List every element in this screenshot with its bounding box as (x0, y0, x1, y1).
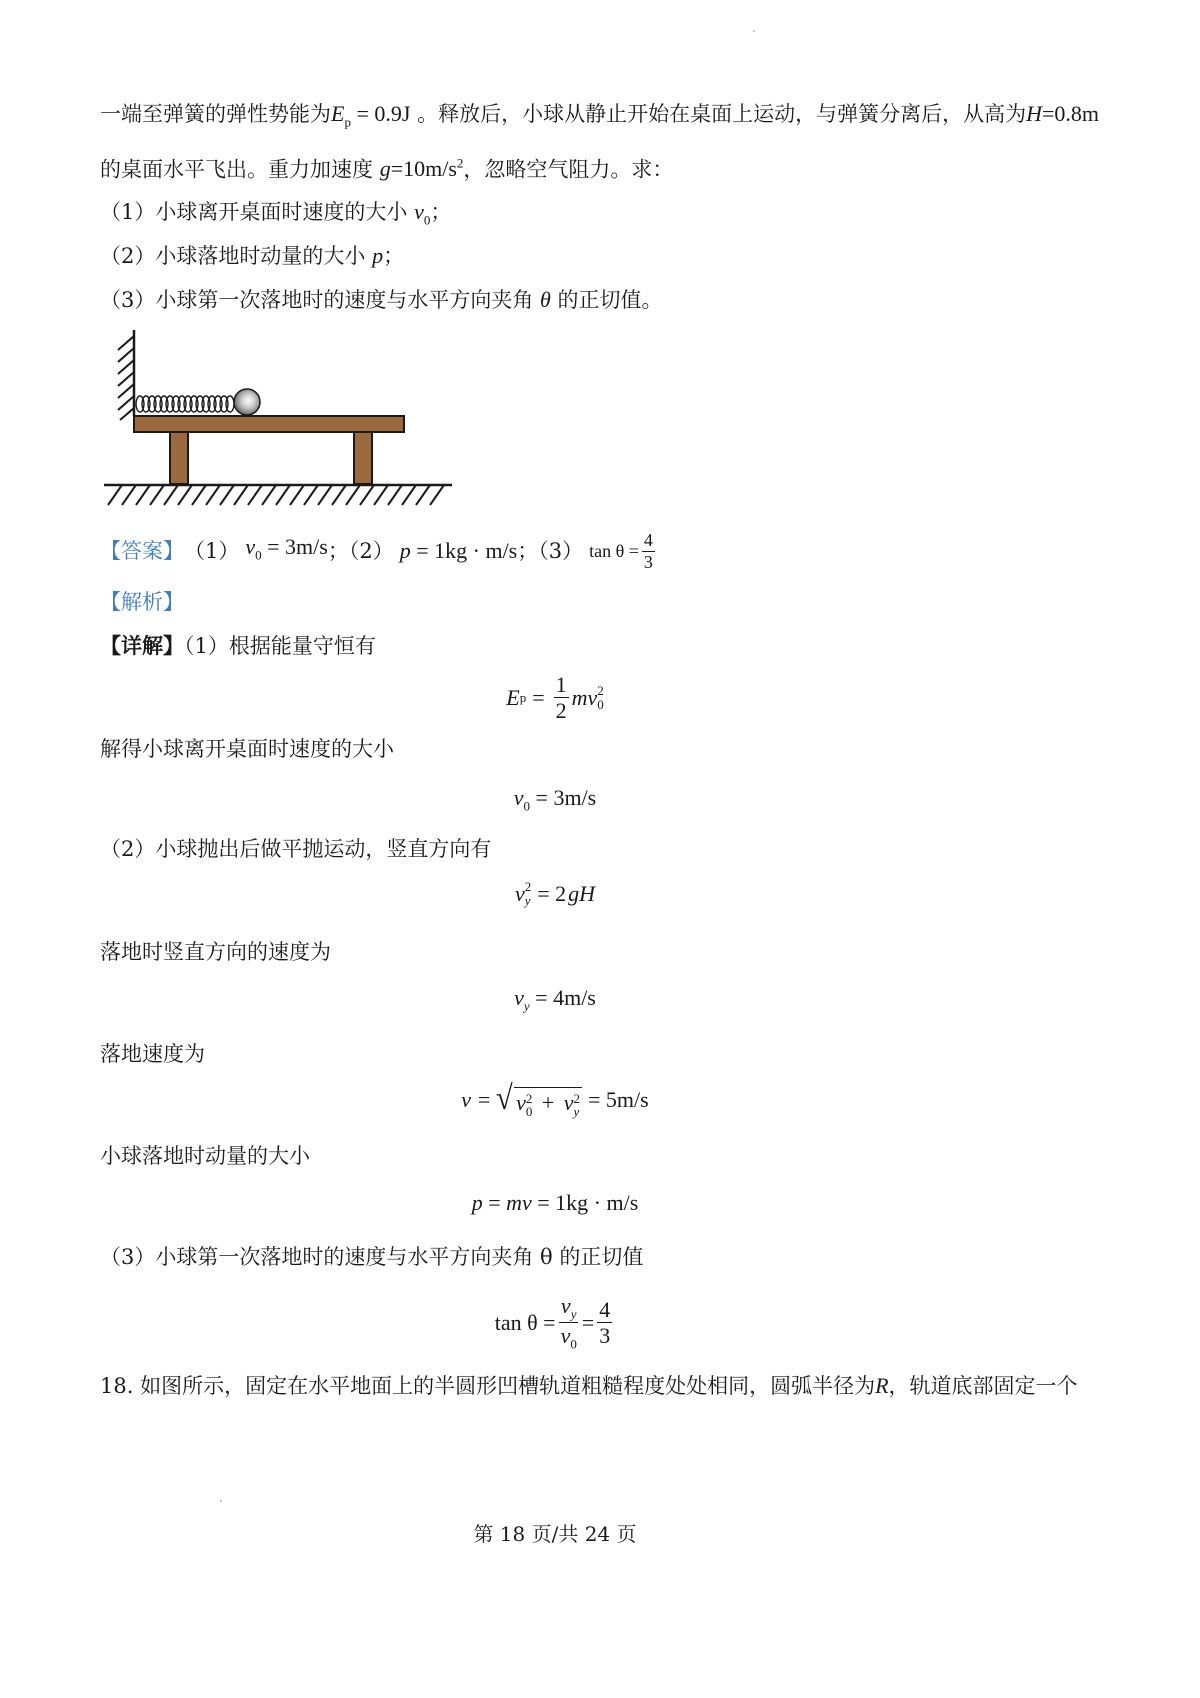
answer-tag: 【答案】 (100, 539, 184, 564)
h-symbol: H (1026, 101, 1042, 126)
equation-v (0, 1082, 1110, 1118)
v-symbol: v (513, 785, 524, 810)
v-sub: y (523, 998, 530, 1014)
scan-dot (220, 1500, 222, 1502)
p-symbol: p (372, 243, 384, 268)
fraction-denominator: 3 (599, 1323, 611, 1349)
p-symbol: p (399, 538, 411, 564)
equation-vy-squared (0, 880, 1110, 908)
problem-line-1 (100, 100, 1099, 136)
answer-1-value: = 3m/s (267, 533, 328, 559)
problem-line-2 (100, 150, 673, 183)
question-2 (100, 242, 404, 270)
v-sub: 0 (423, 212, 431, 228)
text: ； (430, 200, 452, 224)
text: ，忽略空气阻力。求： (463, 157, 674, 182)
text: 的桌面水平飞出。重力加速度 (100, 157, 373, 182)
v0-value: = 3m/s (535, 785, 597, 810)
equation-vy (0, 985, 1110, 1014)
answer-2-value: = 1kg · m/s (416, 538, 518, 564)
text: ，轨道底部固定一个 (888, 1374, 1078, 1398)
detail-line-7: （3）小球第一次落地时的速度与水平方向夹角 θ 的正切值 (100, 1245, 644, 1269)
fraction-numerator (559, 1293, 579, 1323)
v-sub: 0 (570, 1336, 577, 1352)
theta-symbol: θ (540, 287, 551, 312)
ball (234, 389, 260, 415)
v-lhs: v = (461, 1086, 492, 1112)
v-symbol: v (514, 985, 524, 1010)
fraction-numerator: 1 (555, 672, 567, 697)
equals: = (581, 1309, 595, 1335)
page-footer: 第 18 页/共 24 页 (473, 1522, 637, 1546)
question-1 (100, 198, 451, 234)
sub: y (524, 893, 531, 908)
ep-sub: p (519, 689, 527, 705)
text: ；（2） (327, 539, 394, 564)
four-thirds (597, 1297, 612, 1349)
mv-symbol: mv (571, 684, 598, 710)
text: （3）小球第一次落地时的速度与水平方向夹角 (100, 288, 534, 312)
v-sub: y (570, 1306, 577, 1322)
fraction-denominator (559, 1323, 579, 1352)
detail-line-6: 小球落地时动量的大小 (100, 1144, 310, 1168)
half-fraction (554, 672, 569, 724)
spring-table-figure (100, 330, 460, 515)
equation-v0 (0, 785, 1110, 814)
sub: 0 (525, 1103, 533, 1119)
question-3 (100, 286, 663, 314)
ep-sub: p (344, 114, 351, 130)
text: （1）小球离开桌面时速度的大小 (100, 200, 408, 224)
v-sub: 0 (523, 798, 531, 814)
table-top (134, 416, 404, 432)
tan-lhs: tan θ = (494, 1309, 556, 1335)
g-symbol: g (379, 156, 391, 182)
equation-momentum (0, 1190, 1110, 1216)
text: 18. 如图所示，固定在水平地面上的半圆形凹槽轨道粗糙程度处处相同，圆弧半径为 (100, 1374, 876, 1398)
problem-18-line (100, 1372, 1078, 1400)
r-symbol: R (875, 1373, 889, 1398)
spring (136, 396, 234, 412)
g-sup: 2 (456, 156, 464, 171)
fraction-denominator: 3 (643, 551, 653, 572)
exp: 2 (597, 682, 604, 698)
fraction-numerator: 4 (643, 530, 653, 550)
vy-value: = 4m/s (535, 985, 596, 1010)
wall-hatching (118, 336, 134, 420)
ep-symbol: E (331, 101, 345, 126)
text: 一端至弹簧的弹性势能为 (100, 102, 331, 126)
detail-line-1 (100, 632, 376, 660)
equation-energy (0, 672, 1110, 724)
square-root (495, 1082, 582, 1118)
exp: 2 (524, 879, 532, 894)
v-sub: 0 (255, 547, 262, 563)
text: 的正切值。 (557, 288, 663, 312)
velocity-ratio (559, 1293, 579, 1353)
ground-hatching (108, 485, 444, 505)
text: ； (383, 244, 405, 268)
v-symbol: v (516, 1090, 526, 1115)
text: （1） (184, 539, 240, 564)
sub: 0 (597, 696, 604, 712)
v-symbol: v (560, 1323, 571, 1349)
equals-two: = 2 (537, 881, 567, 906)
scan-dot (753, 30, 755, 32)
v-symbol: v (245, 533, 256, 559)
analysis-tag: 【解析】 (100, 590, 184, 614)
h-value: =0.8m (1042, 101, 1100, 126)
text: 。释放后，小球从静止开始在桌面上运动，与弹簧分离后，从高为 (417, 102, 1027, 126)
p-symbol: p (471, 1190, 483, 1215)
radical-sign: √ (496, 1080, 514, 1117)
plus: + (541, 1090, 555, 1115)
ep-symbol: E (506, 684, 520, 710)
fraction-numerator: 4 (599, 1297, 611, 1323)
detail-line-3: （2）小球抛出后做平抛运动，竖直方向有 (100, 837, 492, 861)
v-symbol: v (563, 1090, 574, 1115)
ep-value: = 0.9J (356, 101, 411, 126)
table-leg-right (354, 432, 372, 484)
answer-line (100, 530, 658, 572)
v-symbol: v (514, 881, 525, 906)
detail-tag: 【详解】 (100, 633, 184, 658)
equals: = (488, 1190, 501, 1215)
exp: 2 (525, 1090, 533, 1106)
sub: y (573, 1103, 580, 1119)
equation-tan (0, 1293, 1110, 1353)
detail-line-2: 解得小球离开桌面时速度的大小 (100, 737, 394, 761)
p-value: = 1kg · m/s (537, 1190, 639, 1215)
answer-3-lhs: tan θ = (589, 541, 639, 562)
mv-symbol: mv (506, 1190, 532, 1215)
fraction-denominator: 2 (555, 698, 567, 724)
g-value: =10m/s (390, 156, 457, 182)
detail-line-4: 落地时竖直方向的速度为 (100, 940, 331, 964)
exp: 2 (573, 1090, 581, 1106)
equals: = (532, 684, 545, 710)
text: （1）根据能量守恒有 (184, 634, 376, 658)
text: （2）小球落地时动量的大小 (100, 244, 366, 268)
v-value: = 5m/s (588, 1086, 649, 1112)
table-leg-left (170, 432, 188, 484)
detail-line-5: 落地速度为 (100, 1042, 205, 1066)
v-symbol: v (560, 1293, 571, 1318)
radicand (514, 1087, 582, 1118)
gh-symbol: gH (568, 881, 596, 906)
v-symbol: v (414, 199, 424, 224)
text: ；（3） (517, 539, 584, 564)
answer-3-fraction (642, 530, 655, 572)
